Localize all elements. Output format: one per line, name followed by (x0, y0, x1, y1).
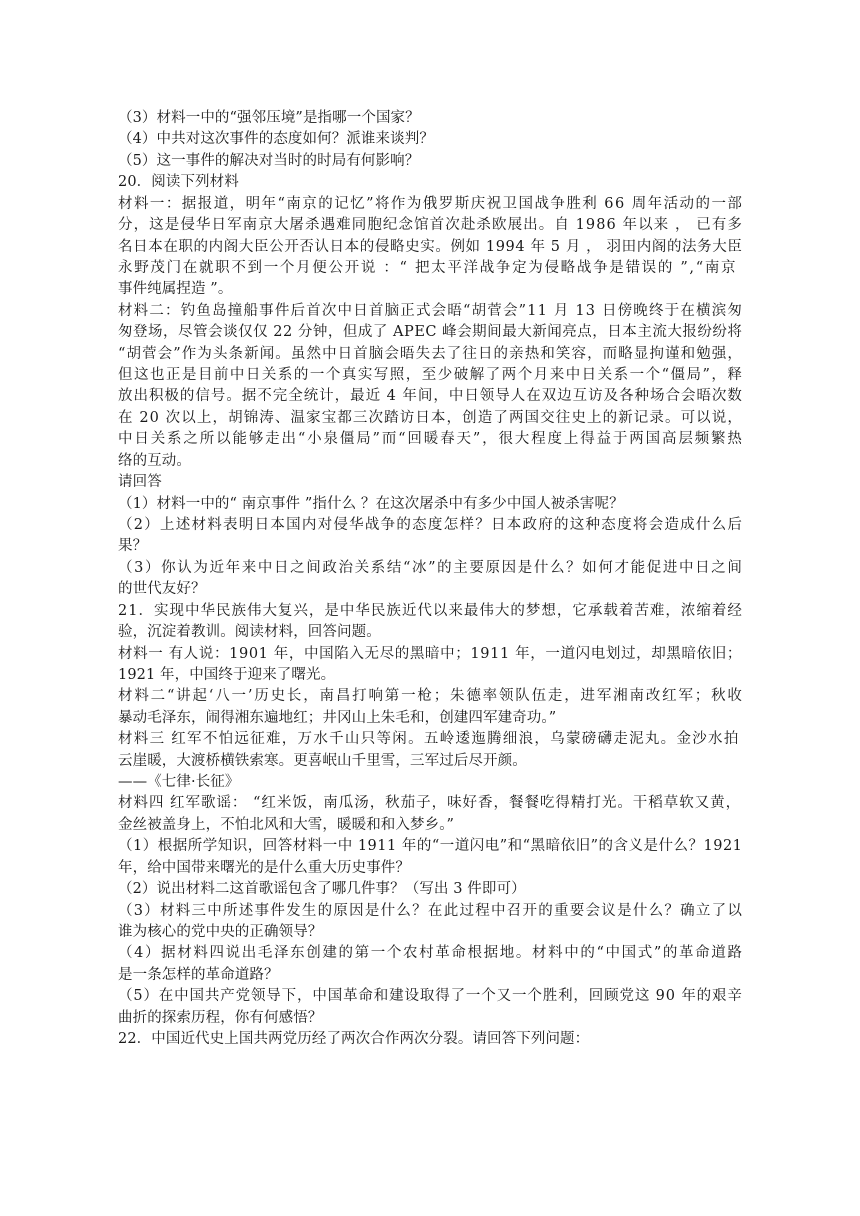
text-line: 果？ (118, 538, 148, 555)
text-line: 金丝被盖身上，不怕北风和大雪，暖暖和和入梦乡。” (118, 816, 455, 833)
text-line: 暴动毛泽东，闹得湘东遍地红；井冈山上朱毛和，创建四军建奇功。” (118, 709, 557, 726)
text-line: 但这也正是目前中日关系的一个真实写照，至少破解了两个月来中日关系一个“僵局”，释 (118, 367, 744, 384)
text-line: 名日本在职的内阁大臣公开否认日本的侵略史实。例如 1994 年 5 月 ， 羽田内阁的法务大臣 (118, 238, 743, 255)
text-line: （5）在中国共产党领导下，中国革命和建设取得了一个又一个胜利，回顾党这 90 年的艰辛 (118, 988, 743, 1005)
text-line: 是一条怎样的革命道路？ (118, 966, 279, 983)
text-line: 20．阅读下列材料 (118, 174, 239, 191)
text-line: 谁为核心的党中央的正确领导？ (118, 923, 323, 940)
text-line: （4）据材料四说出毛泽东创建的第一个农村革命根据地。材料中的“中国式”的革命道路 (118, 945, 744, 962)
text-line: 中日关系之所以能够走出“小泉僵局”而“回暖春天”，很大程度上得益于两国高层频繁热 (118, 431, 744, 448)
text-line: ——《七律·长征》 (118, 774, 240, 791)
text-line: 材料一：据报道，明年“南京的记忆”将作为俄罗斯庆祝卫国战争胜利 66 周年活动的一部 (118, 195, 744, 212)
text-line: （3）材料三中所述事件发生的原因是什么？在此过程中召开的重要会议是什么？确立了以 (118, 902, 744, 919)
text-line: 1921 年，中国终于迎来了曙光。 (118, 666, 336, 683)
text-line: （3）材料一中的“强邻压境”是指哪一个国家？ (118, 110, 420, 126)
text-line: 匆登场，尽管会谈仅仅 22 分钟，但成了 APEC 峰会期间最大新闻亮点，日本主流大报纷纷将 (118, 324, 743, 341)
text-line: 事件纯属捏造 ”。 (118, 281, 233, 298)
text-line: 22．中国近代史上国共两党历经了两次合作两次分裂。请回答下列问题： (118, 1031, 590, 1048)
text-line: 21．实现中华民族伟大复兴，是中华民族近代以来最伟大的梦想，它承载着苦难，浓缩着经 (118, 602, 743, 619)
text-line: 曲折的探索历程，你有何感悟？ (118, 1009, 323, 1026)
text-line: 请回答 (118, 474, 162, 491)
text-line: 材料二：钓鱼岛撞船事件后首次中日首脑正式会晤“胡菅会”11 月 13 日傍晚终于在横滨匆 (118, 302, 744, 319)
text-line: 材料四 红军歌谣： “红米饭，南瓜汤，秋茄子，味好香，餐餐吃得精打光。干稻草软又黄， (118, 795, 742, 812)
text-line: 在 20 次以上，胡锦涛、温家宝都三次踏访日本，创造了两国交往史上的新记录。可以说， (118, 409, 743, 426)
text-line: （1）材料一中的“ 南京事件 ”指什么 ？在这次屠杀中有多少中国人被杀害呢？ (118, 495, 624, 512)
text-line: 的世代友好？ (118, 581, 206, 598)
text-line: （2）说出材料二这首歌谣包含了哪几件事？（写出 3 件即可） (118, 881, 526, 898)
text-line: 络的互动。 (118, 452, 191, 469)
text-line: （2）上述材料表明日本国内对侵华战争的态度怎样？日本政府的这种态度将会造成什么后 (118, 516, 744, 533)
text-line: 放出积极的信号。据不完全统计，最近 4 年间，中日领导人在双边互访及各种场合会晤次数 (118, 388, 743, 405)
text-line: 材料一 有人说：1901 年，中国陷入无尽的黑暗中；1911 年，一道闪电划过，却黑暗依旧； (118, 645, 742, 662)
text-line: 材料三 红军不怕远征难，万水千山只等闲。五岭逶迤腾细浪，乌蒙磅礴走泥丸。金沙水拍 (118, 731, 740, 748)
text-line: 年，给中国带来曙光的是什么重大历史事件？ (118, 859, 410, 876)
text-line: （3）你认为近年来中日之间政治关系结“冰”的主要原因是什么？如何才能促进中日之间 (118, 559, 744, 576)
text-line: 云崖暖，大渡桥横铁索寒。更喜岷山千里雪，三军过后尽开颜。 (118, 752, 527, 769)
text-line: （5）这一事件的解决对当时的时局有何影响？ (118, 152, 420, 169)
text-line: 验，沉淀着教训。阅读材料，回答问题。 (118, 624, 381, 641)
text-line: （4）中共对这次事件的态度如何？派谁来谈判？ (118, 131, 434, 148)
text-line: 分，这是侵华日军南京大屠杀遇难同胞纪念馆首次赴杀欧展出。自 1986 年以来 ， 已有多 (118, 217, 743, 234)
text-line: 材料二“讲起‘八一’历史长，南昌打响第一枪；朱德率领队伍走，进军湘南改红军；秋收 (118, 688, 744, 705)
text-line: （1）根据所学知识，回答材料一中 1911 年的“一道闪电”和“黑暗依旧”的含义是什么？1921 (118, 838, 743, 855)
text-line: “胡菅会”作为头条新闻。虽然中日首脑会晤失去了往日的亲热和笑容，而略显拘谨和勉强， (118, 345, 743, 362)
text-line: 永野茂门在就职不到一个月便公开说 ：“ 把太平洋战争定为侵略战争是错误的 ”,“南京 (118, 259, 738, 276)
